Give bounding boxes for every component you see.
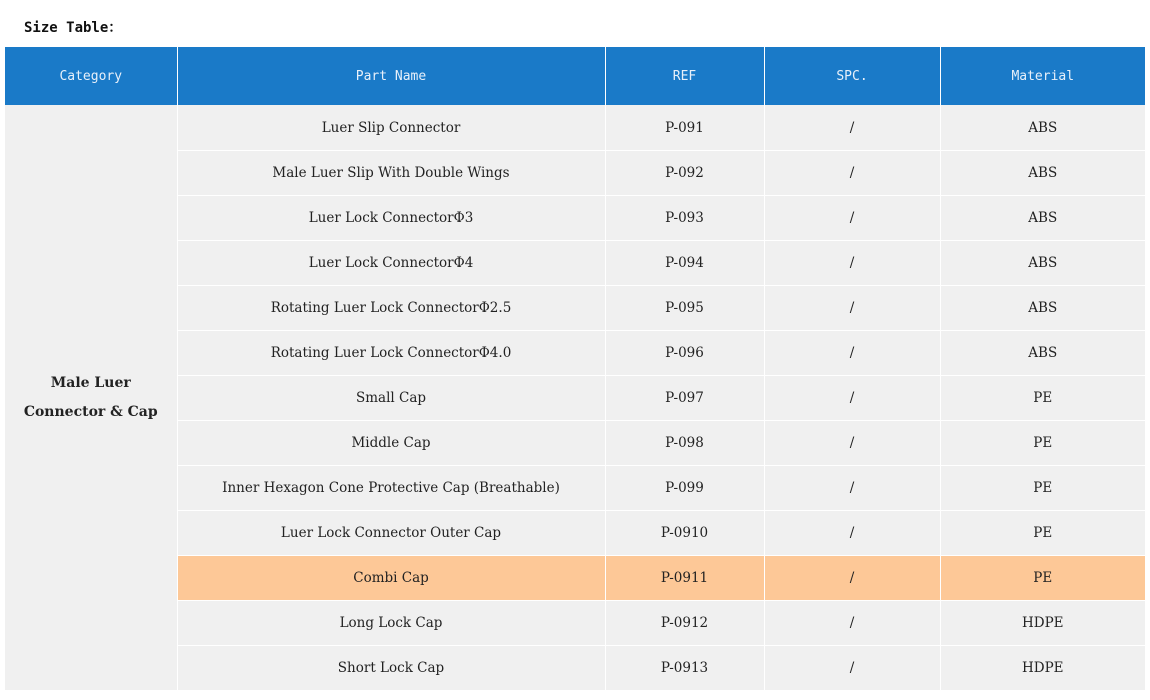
material-cell: ABS [940,241,1145,286]
category-line-1: Male Luer [50,374,131,391]
header-part-name: Part Name [177,47,605,105]
material-cell: ABS [940,196,1145,241]
part-name-cell: Luer Lock ConnectorΦ4 [177,241,605,286]
spc-cell: / [764,241,940,286]
material-cell: HDPE [940,646,1145,691]
ref-cell: P-0912 [605,601,764,646]
part-name-cell: Luer Slip Connector [177,105,605,151]
spc-cell: / [764,466,940,511]
spc-cell: / [764,331,940,376]
material-cell: HDPE [940,601,1145,646]
ref-cell: P-093 [605,196,764,241]
part-name-cell: Inner Hexagon Cone Protective Cap (Breathable) [177,466,605,511]
table-row [5,105,1145,151]
ref-cell: P-0911 [605,556,764,601]
header-spc: SPC. [764,47,940,105]
material-cell: PE [940,466,1145,511]
header-category: Category [5,47,177,105]
material-cell: PE [940,421,1145,466]
ref-cell: P-098 [605,421,764,466]
category-line-2: Connector & Cap [23,403,158,420]
material-cell: PE [940,556,1145,601]
ref-cell: P-0913 [605,646,764,691]
ref-cell: P-099 [605,466,764,511]
material-cell: ABS [940,286,1145,331]
ref-cell: P-0910 [605,511,764,556]
part-name-cell: Middle Cap [177,421,605,466]
part-name-cell: Short Lock Cap [177,646,605,691]
spc-cell: / [764,151,940,196]
ref-cell: P-097 [605,376,764,421]
part-name-cell: Rotating Luer Lock ConnectorΦ2.5 [177,286,605,331]
material-cell: ABS [940,151,1145,196]
page-title: Size Table： [24,20,123,36]
spc-cell: / [764,511,940,556]
ref-cell: P-092 [605,151,764,196]
part-name-cell: Male Luer Slip With Double Wings [177,151,605,196]
header-row [5,47,1145,105]
header-material: Material [940,47,1145,105]
spc-cell: / [764,286,940,331]
material-cell: ABS [940,105,1145,151]
spc-cell: / [764,421,940,466]
ref-cell: P-096 [605,331,764,376]
ref-cell: P-091 [605,105,764,151]
spc-cell: / [764,601,940,646]
category-cell [5,105,177,691]
part-name-cell: Combi Cap [177,556,605,601]
part-name-cell: Luer Lock ConnectorΦ3 [177,196,605,241]
header-ref: REF [605,47,764,105]
spc-cell: / [764,376,940,421]
spc-cell: / [764,556,940,601]
part-name-cell: Long Lock Cap [177,601,605,646]
spc-cell: / [764,646,940,691]
material-cell: PE [940,511,1145,556]
part-name-cell: Luer Lock Connector Outer Cap [177,511,605,556]
material-cell: ABS [940,331,1145,376]
part-name-cell: Rotating Luer Lock ConnectorΦ4.0 [177,331,605,376]
part-name-cell: Small Cap [177,376,605,421]
spc-cell: / [764,105,940,151]
ref-cell: P-095 [605,286,764,331]
material-cell: PE [940,376,1145,421]
spc-cell: / [764,196,940,241]
size-table [5,47,1145,691]
ref-cell: P-094 [605,241,764,286]
